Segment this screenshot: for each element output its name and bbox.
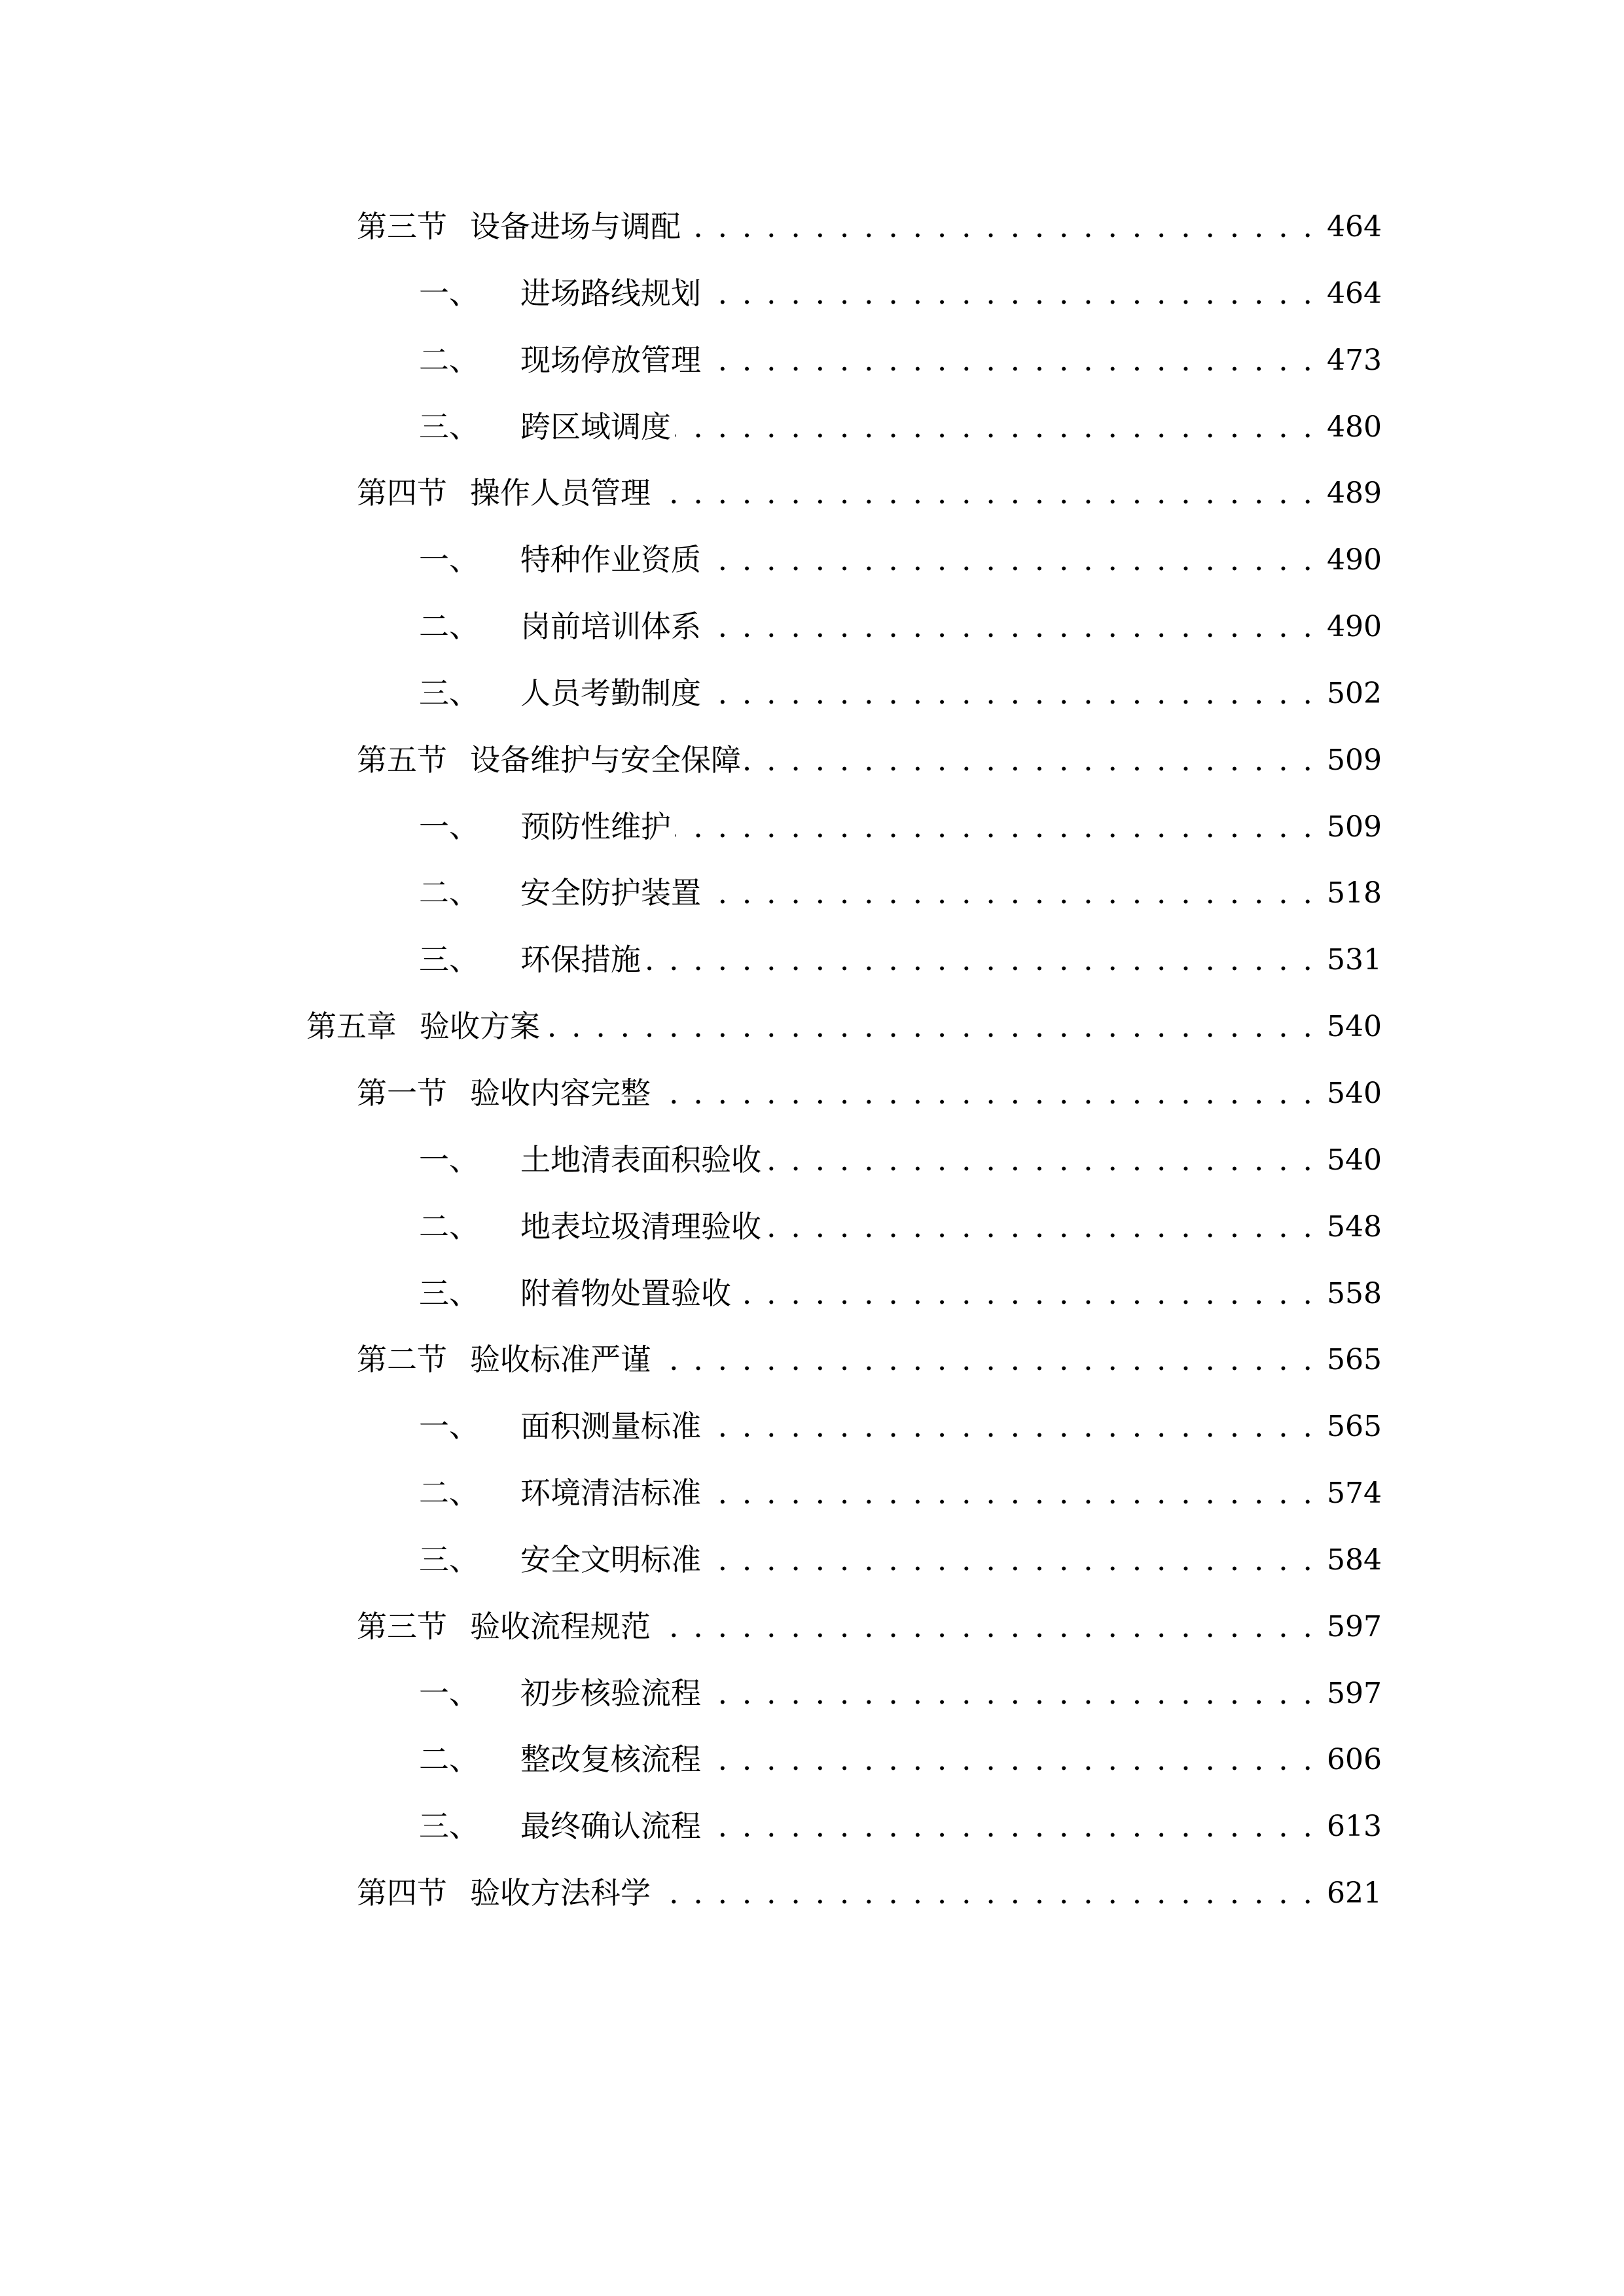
toc-entry-label <box>419 1727 705 1793</box>
toc-entry-page: 565 <box>1327 1343 1382 1377</box>
toc-entry-number: 第二节 <box>357 1342 447 1378</box>
toc-entry-chapter[interactable] <box>0 994 1624 1060</box>
dot-leader <box>705 1527 1315 1594</box>
dot-leader <box>685 194 1315 260</box>
toc-entry-item[interactable] <box>0 860 1624 927</box>
toc-entry-item[interactable] <box>0 394 1624 461</box>
toc-entry-number: 三、 <box>419 942 479 978</box>
dot-leader <box>655 1594 1315 1660</box>
toc-entry-title: 安全防护装置 <box>520 875 701 911</box>
dot-leader <box>765 1127 1315 1194</box>
toc-entry-label <box>419 794 675 861</box>
toc-entry-number: 第四节 <box>357 475 447 511</box>
dot-leader <box>705 527 1315 594</box>
toc-entry-title: 安全文明标准 <box>520 1541 701 1577</box>
toc-entry-number: 二、 <box>419 1742 479 1778</box>
toc-entry-page: 540 <box>1327 1143 1382 1177</box>
toc-entry-title: 特种作业资质 <box>520 542 701 578</box>
toc-entry-item[interactable] <box>0 927 1624 994</box>
toc-entry-item[interactable] <box>0 1127 1624 1194</box>
toc-entry-page: 565 <box>1327 1410 1382 1444</box>
toc-entry-label <box>357 1594 655 1660</box>
toc-entry-number: 一、 <box>419 275 479 311</box>
toc-entry-title: 岗前培训体系 <box>520 609 701 645</box>
toc-entry-label <box>419 660 705 727</box>
toc-entry-title: 环境清洁标准 <box>520 1475 701 1511</box>
toc-entry-page: 518 <box>1327 876 1382 910</box>
dot-leader <box>655 1060 1315 1127</box>
toc-entry-title: 验收方法科学 <box>470 1875 651 1911</box>
toc-entry-item[interactable] <box>0 1727 1624 1793</box>
toc-entry-item[interactable] <box>0 260 1624 327</box>
toc-entry-label <box>419 327 705 394</box>
toc-entry-label <box>357 1060 655 1127</box>
dot-leader <box>735 1261 1315 1327</box>
toc-entry-title: 验收标准严谨 <box>470 1342 651 1378</box>
toc-entry-page: 597 <box>1327 1676 1382 1710</box>
toc-entry-item[interactable] <box>0 594 1624 660</box>
toc-entry-number: 三、 <box>419 1275 479 1311</box>
dot-leader <box>705 260 1315 327</box>
dot-leader <box>705 1393 1315 1460</box>
toc-entry-title: 整改复核流程 <box>520 1742 701 1778</box>
toc-entry-number: 第一节 <box>357 1075 447 1111</box>
toc-entry-title: 验收流程规范 <box>470 1608 651 1644</box>
toc-entry-title: 土地清表面积验收 <box>520 1141 761 1177</box>
toc-entry-label <box>419 1527 705 1594</box>
toc-entry-number: 三、 <box>419 1808 479 1844</box>
dot-leader <box>675 394 1315 461</box>
toc-entry-page: 558 <box>1327 1276 1382 1310</box>
toc-entry-item[interactable] <box>0 527 1624 594</box>
toc-entry-title: 设备维护与安全保障 <box>470 742 741 778</box>
toc-entry-item[interactable] <box>0 1194 1624 1261</box>
toc-entry-number: 三、 <box>419 408 479 444</box>
toc-entry-label <box>419 594 705 660</box>
toc-entry-item[interactable] <box>0 1527 1624 1594</box>
toc-entry-title: 预防性维护 <box>520 808 671 844</box>
toc-entry-label <box>419 927 645 994</box>
toc-entry-section[interactable] <box>0 1860 1624 1927</box>
toc-entry-section[interactable] <box>0 460 1624 527</box>
toc-entry-item[interactable] <box>0 327 1624 394</box>
toc-entry-page: 464 <box>1327 276 1382 310</box>
toc-entry-label <box>419 1261 735 1327</box>
toc-entry-label <box>419 860 705 927</box>
toc-entry-title: 附着物处置验收 <box>520 1275 731 1311</box>
toc-entry-section[interactable] <box>0 1594 1624 1660</box>
dot-leader <box>705 1793 1315 1860</box>
toc-entry-label <box>357 194 685 260</box>
toc-entry-number: 一、 <box>419 1141 479 1177</box>
toc-entry-item[interactable] <box>0 1793 1624 1860</box>
dot-leader <box>675 794 1315 861</box>
toc-entry-title: 最终确认流程 <box>520 1808 701 1844</box>
toc-entry-item[interactable] <box>0 660 1624 727</box>
dot-leader <box>705 660 1315 727</box>
toc-entry-label <box>306 994 544 1060</box>
toc-entry-page: 473 <box>1327 343 1382 377</box>
dot-leader <box>705 860 1315 927</box>
dot-leader <box>705 1727 1315 1793</box>
toc-entry-page: 548 <box>1327 1210 1382 1244</box>
toc-entry-label <box>357 460 655 527</box>
toc-entry-title: 人员考勤制度 <box>520 675 701 711</box>
dot-leader <box>705 594 1315 660</box>
toc-entry-title: 验收内容完整 <box>470 1075 651 1111</box>
toc-entry-item[interactable] <box>0 1460 1624 1527</box>
toc-entry-page: 502 <box>1327 676 1382 710</box>
toc-entry-label <box>357 1327 655 1393</box>
table-of-contents <box>0 194 1624 1927</box>
toc-entry-number: 第四节 <box>357 1875 447 1911</box>
toc-entry-label <box>419 1793 705 1860</box>
dot-leader <box>705 1460 1315 1527</box>
toc-entry-page: 490 <box>1327 543 1382 577</box>
toc-entry-number: 一、 <box>419 1408 479 1444</box>
toc-entry-title: 现场停放管理 <box>520 342 701 378</box>
dot-leader <box>645 927 1315 994</box>
dot-leader <box>655 460 1315 527</box>
dot-leader <box>705 327 1315 394</box>
toc-entry-title: 验收方案 <box>420 1009 540 1045</box>
dot-leader <box>544 994 1315 1060</box>
toc-entry-section[interactable] <box>0 1060 1624 1127</box>
toc-entry-label <box>419 260 705 327</box>
toc-entry-number: 第五节 <box>357 742 447 778</box>
toc-entry-label <box>419 1127 765 1194</box>
toc-entry-page: 480 <box>1327 410 1382 444</box>
toc-entry-item[interactable] <box>0 794 1624 861</box>
toc-entry-title: 环保措施 <box>520 942 641 978</box>
dot-leader <box>745 727 1315 794</box>
toc-entry-item[interactable] <box>0 1393 1624 1460</box>
toc-entry-page: 464 <box>1327 210 1382 243</box>
toc-entry-title: 面积测量标准 <box>520 1408 701 1444</box>
toc-entry-label <box>419 1660 705 1727</box>
toc-entry-title: 设备进场与调配 <box>470 209 681 244</box>
toc-entry-section[interactable] <box>0 727 1624 794</box>
toc-entry-title: 操作人员管理 <box>470 475 651 511</box>
toc-entry-number: 三、 <box>419 1541 479 1577</box>
dot-leader <box>655 1327 1315 1393</box>
toc-entry-page: 509 <box>1327 810 1382 844</box>
toc-entry-page: 540 <box>1327 1010 1382 1044</box>
toc-entry-section[interactable] <box>0 194 1624 260</box>
toc-entry-page: 597 <box>1327 1609 1382 1643</box>
toc-entry-item[interactable] <box>0 1660 1624 1727</box>
toc-entry-page: 621 <box>1327 1876 1382 1910</box>
toc-entry-number: 二、 <box>419 1475 479 1511</box>
toc-entry-section[interactable] <box>0 1327 1624 1393</box>
toc-entry-page: 584 <box>1327 1543 1382 1577</box>
dot-leader <box>765 1194 1315 1261</box>
toc-entry-number: 一、 <box>419 808 479 844</box>
toc-entry-number: 二、 <box>419 875 479 911</box>
dot-leader <box>705 1660 1315 1727</box>
toc-entry-number: 二、 <box>419 609 479 645</box>
toc-entry-label <box>419 527 705 594</box>
toc-entry-page: 489 <box>1327 476 1382 511</box>
toc-entry-number: 第五章 <box>306 1009 397 1045</box>
toc-entry-number: 二、 <box>419 1208 479 1244</box>
toc-entry-label <box>357 727 745 794</box>
toc-entry-page: 574 <box>1327 1477 1382 1511</box>
toc-entry-number: 一、 <box>419 542 479 578</box>
toc-entry-page: 490 <box>1327 610 1382 644</box>
dot-leader <box>655 1860 1315 1927</box>
toc-entry-number: 第三节 <box>357 209 447 244</box>
toc-entry-page: 531 <box>1327 943 1382 977</box>
toc-entry-label <box>357 1860 655 1927</box>
toc-entry-item[interactable] <box>0 1261 1624 1327</box>
toc-entry-number: 一、 <box>419 1675 479 1711</box>
toc-entry-title: 地表垃圾清理验收 <box>520 1208 761 1244</box>
toc-entry-page: 540 <box>1327 1076 1382 1110</box>
toc-entry-label <box>419 1393 705 1460</box>
toc-entry-number: 三、 <box>419 675 479 711</box>
toc-entry-number: 第三节 <box>357 1608 447 1644</box>
toc-entry-label <box>419 1194 765 1261</box>
toc-entry-page: 606 <box>1327 1743 1382 1777</box>
toc-entry-title: 跨区域调度 <box>520 408 671 444</box>
toc-entry-page: 509 <box>1327 743 1382 777</box>
toc-entry-title: 初步核验流程 <box>520 1675 701 1711</box>
toc-entry-page: 613 <box>1327 1810 1382 1844</box>
toc-entry-title: 进场路线规划 <box>520 275 701 311</box>
toc-entry-number: 二、 <box>419 342 479 378</box>
toc-entry-label <box>419 394 675 461</box>
toc-entry-label <box>419 1460 705 1527</box>
